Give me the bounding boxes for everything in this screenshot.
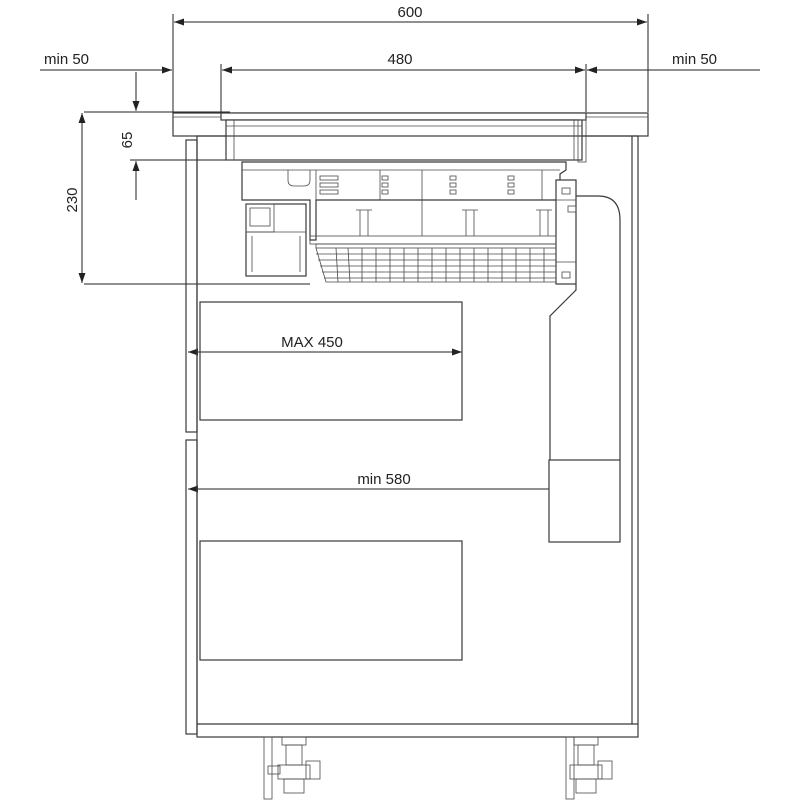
dimension-min50-right: [587, 51, 760, 70]
dim-65-label: 65: [119, 131, 136, 149]
adjustable-foot-right: [566, 737, 612, 799]
cabinet-door-panel: [186, 140, 197, 734]
rack-bars: [336, 248, 544, 282]
dimension-min50-left: [40, 51, 172, 70]
drawer-upper: [200, 302, 462, 420]
vent-grille: [320, 176, 514, 194]
dim-600-label: 600: [397, 4, 423, 21]
dim-min50-right-label: min 50: [672, 51, 718, 68]
dim-480-label: 480: [387, 51, 413, 68]
dimension-480: [221, 51, 586, 112]
dim-min580-label: min 580: [357, 471, 411, 488]
dim-min50-left-label: min 50: [44, 51, 90, 68]
drawer-lower: [200, 541, 462, 660]
hob-glass: [221, 113, 586, 162]
adjustable-foot-left: [264, 737, 320, 799]
grease-filter-rack: [310, 210, 556, 282]
dim-230-label: 230: [64, 187, 81, 213]
dim-max450-label: MAX 450: [281, 334, 343, 351]
dimension-max450: [188, 334, 462, 352]
